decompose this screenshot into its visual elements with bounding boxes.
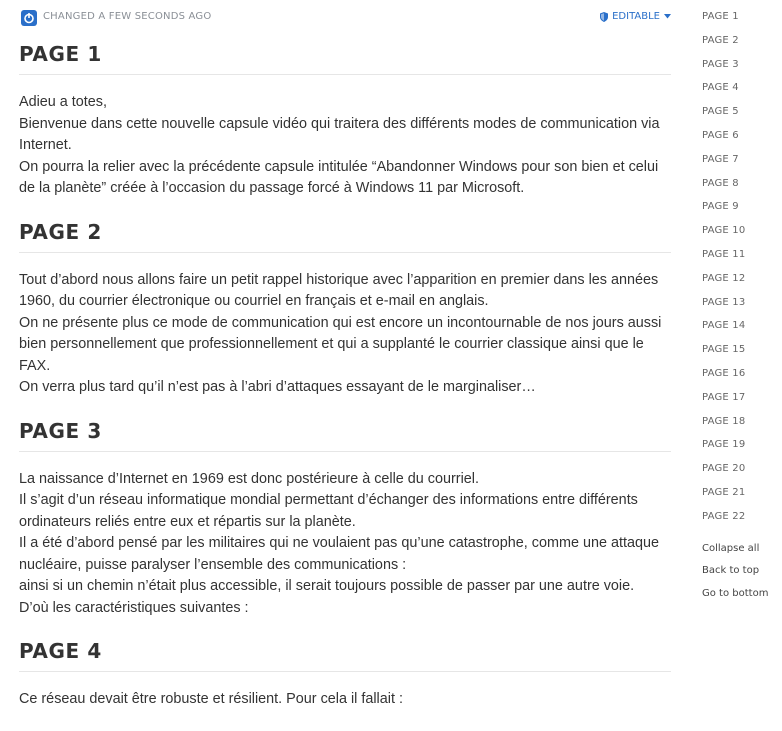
back-to-top-link[interactable]: Back to top	[702, 565, 760, 577]
section-heading: PAGE 1	[19, 42, 671, 75]
toc-item-page-19[interactable]: PAGE 19	[702, 439, 746, 451]
toc-item-page-21[interactable]: PAGE 21	[702, 486, 746, 498]
toc-item-page-8[interactable]: PAGE 8	[702, 177, 739, 189]
toc-item-page-22[interactable]: PAGE 22	[702, 510, 746, 522]
section-body	[19, 253, 671, 419]
toc-item-page-3[interactable]: PAGE 3	[702, 58, 739, 70]
page-section	[19, 220, 671, 419]
toc-item-page-11[interactable]: PAGE 11	[702, 248, 746, 260]
toc-item-page-6[interactable]: PAGE 6	[702, 129, 739, 141]
editable-dropdown[interactable]	[600, 11, 671, 22]
toc-item-page-9[interactable]: PAGE 9	[702, 201, 739, 213]
paragraph: D’où les caractéristiques suivantes :	[19, 599, 249, 616]
toc-item-page-1[interactable]: PAGE 1	[702, 11, 739, 22]
go-to-bottom-link[interactable]: Go to bottom	[702, 587, 769, 599]
toc-item-page-16[interactable]: PAGE 16	[702, 367, 746, 379]
paragraph: Il a été d’abord pensé par les militaires qui ne voulaient pas qu’une catastrophe, comme une attaque nucléaire, puisse paralyser l’ensemble des communications :	[19, 535, 659, 573]
section-heading: PAGE 4	[19, 639, 671, 672]
section-heading: PAGE 3	[19, 419, 671, 452]
toc-actions	[702, 542, 782, 610]
toc-item-page-15[interactable]: PAGE 15	[702, 344, 746, 356]
paragraph: On ne présente plus ce mode de communication qui est encore un incontournable de nos jours aussi bien personnellement que professionnellement et qui a supplanté le courrier classique ainsi que le FAX.	[19, 314, 662, 374]
section-body	[19, 672, 671, 731]
caret-down-icon	[664, 14, 671, 19]
toc-item-page-14[interactable]: PAGE 14	[702, 320, 746, 332]
paragraph: Bienvenue dans cette nouvelle capsule vidéo qui traitera des différents modes de communication via Internet.	[19, 115, 660, 153]
toc-list	[702, 10, 782, 534]
table-of-contents	[702, 10, 782, 609]
app-logo-icon[interactable]	[21, 10, 37, 26]
toc-item-page-20[interactable]: PAGE 20	[702, 463, 746, 475]
toc-item-page-10[interactable]: PAGE 10	[702, 225, 746, 237]
section-body	[19, 75, 671, 220]
paragraph: Tout d’abord nous allons faire un petit rappel historique avec l’apparition en premier dans les années 1960, du courrier électronique ou courriel en français et e-mail en anglais.	[19, 271, 659, 309]
toc-item-page-5[interactable]: PAGE 5	[702, 106, 739, 118]
page-section	[19, 419, 671, 640]
paragraph: Il s’agit d’un réseau informatique mondial permettant d’échanger des informations entre différents ordinateurs reliés entre eux et répartis sur la planète.	[19, 492, 638, 530]
section-body	[19, 452, 671, 640]
toc-item-page-13[interactable]: PAGE 13	[702, 296, 746, 308]
last-changed-status: CHANGED A FEW SECONDS AGO	[43, 11, 212, 22]
paragraph: On verra plus tard qu’il n’est pas à l’abri d’attaques essayant de le marginaliser…	[19, 379, 536, 395]
toc-item-page-12[interactable]: PAGE 12	[702, 272, 746, 284]
paragraph: Ce réseau devait être robuste et résilient. Pour cela il fallait :	[19, 691, 403, 707]
toc-item-page-4[interactable]: PAGE 4	[702, 82, 739, 94]
section-heading: PAGE 2	[19, 220, 671, 253]
document-content	[19, 42, 671, 731]
toc-item-page-18[interactable]: PAGE 18	[702, 415, 746, 427]
paragraph: La naissance d’Internet en 1969 est donc postérieure à celle du courriel.	[19, 470, 479, 487]
toc-item-page-17[interactable]: PAGE 17	[702, 391, 746, 403]
toc-item-page-2[interactable]: PAGE 2	[702, 34, 739, 46]
paragraph: On pourra la relier avec la précédente capsule intitulée “Abandonner Windows pour son bien et celui de la planète” créée à l’occasion du passage forcé à Windows 11 par Microsoft.	[19, 158, 659, 196]
top-bar	[21, 10, 671, 26]
collapse-all-link[interactable]: Collapse all	[702, 542, 760, 554]
paragraph: ainsi si un chemin n’était plus accessible, il serait toujours possible de passer par une autre voie.	[19, 578, 635, 594]
shield-icon	[600, 12, 608, 22]
toc-item-page-7[interactable]: PAGE 7	[702, 153, 739, 165]
page-section	[19, 639, 671, 731]
page-section	[19, 42, 671, 220]
editable-label: EDITABLE	[612, 11, 660, 22]
paragraph: Adieu a totes,	[19, 94, 108, 110]
